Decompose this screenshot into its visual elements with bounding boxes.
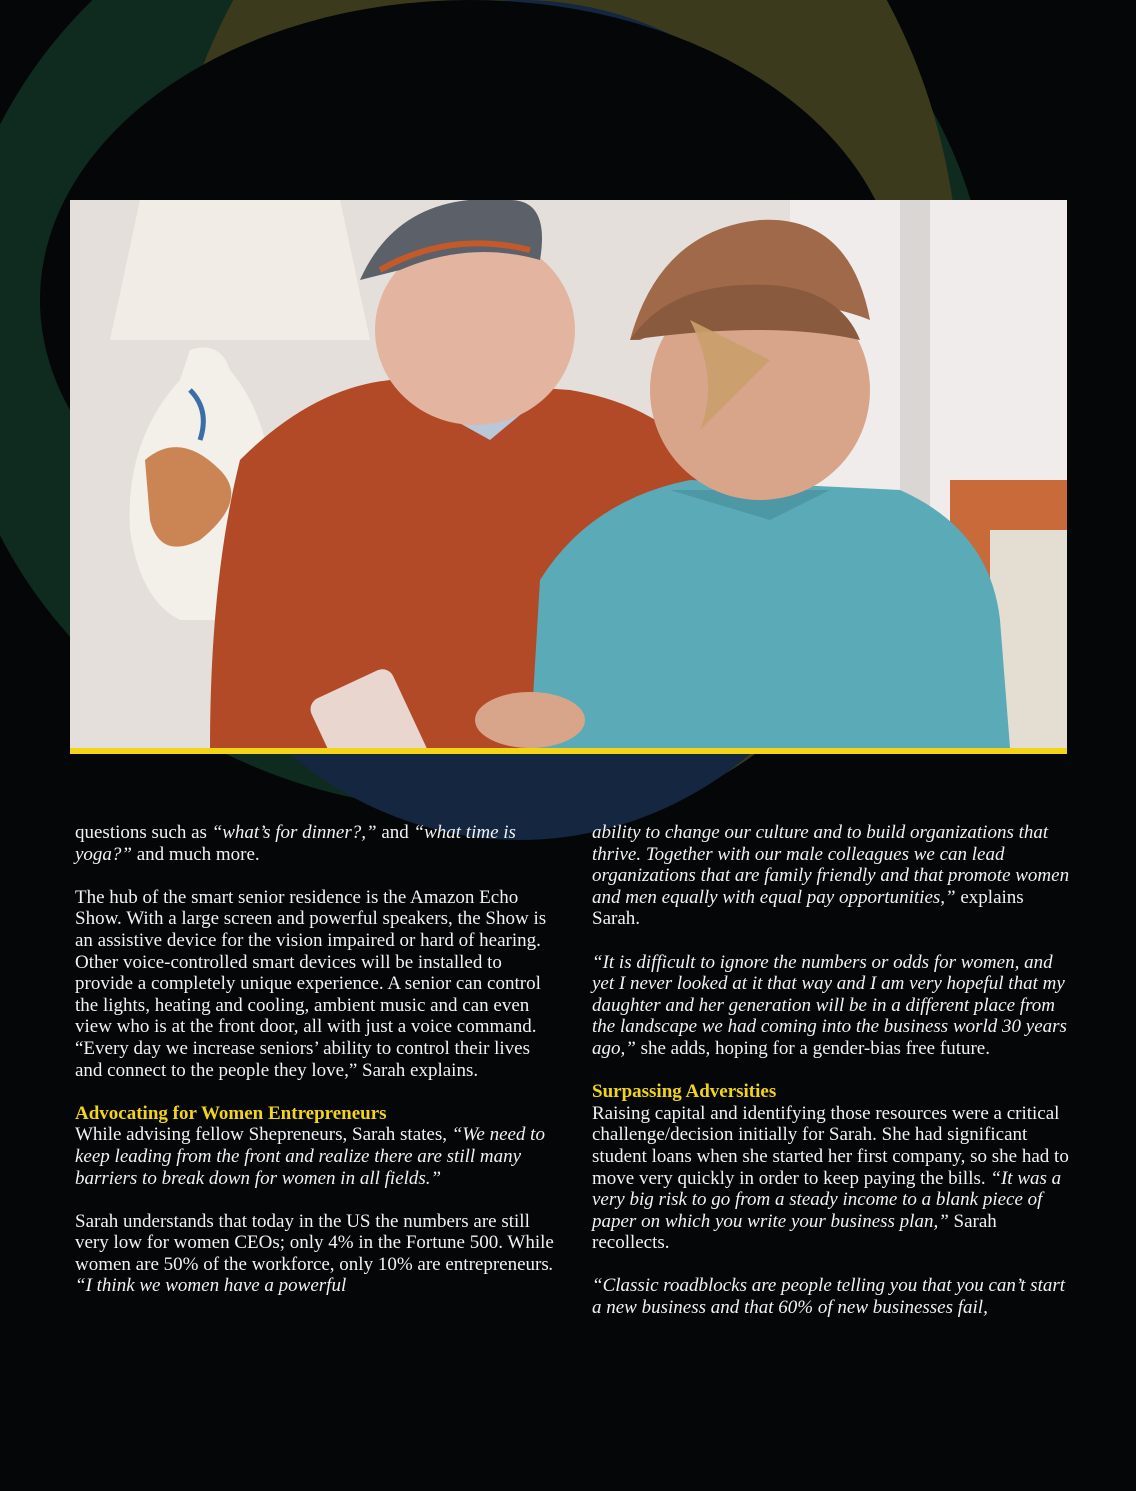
paragraph: While advising fellow Shepreneurs, Sarah states, “We need to keep leading from the front and realize there are still many barriers to break down for women in all fields.” xyxy=(75,1124,545,1189)
paragraph: “Classic roadblocks are people telling you that you can’t start a new business and that 60% of new businesses fail, xyxy=(592,1275,1066,1319)
paragraph: The hub of the smart senior residence is the Amazon Echo Show. With a large screen and powerful speakers, the Show is an assistive device for the vision impaired or hard of hearing. Other voice-controlled smart devices will be installed to provide a completely unique experience. A senior can control the lights, heating and cooling, ambient music and can even view who is at the front door, all with just a voice command. “Every day we increase seniors’ ability to control their lives and connect to the people they love,” Sarah explains. xyxy=(75,886,547,1081)
right-column xyxy=(592,822,1072,1319)
hero-photo xyxy=(70,200,1067,748)
lampshade xyxy=(110,200,370,340)
paragraph: “It is difficult to ignore the numbers or odds for women, and yet I never looked at it that way and I am very hopeful that my daughter and her generation will be in a different place from the landscape we had coming into the business world 30 years ago,” she adds, hoping for a gender-bias free future. xyxy=(592,951,1067,1059)
paragraph: ability to change our culture and to build organizations that thrive. Together with our male colleagues we can lead organizations that are family friendly and that promote women and men equally with equal pay opportunities,” explains Sarah. xyxy=(592,822,1070,930)
paragraph: Sarah understands that today in the US the numbers are still very low for women CEOs; only 4% in the Fortune 500. While women are 50% of the workforce, only 10% are entrepreneurs. “I think we women have a powerful xyxy=(75,1210,554,1297)
blue-polo xyxy=(530,480,1010,748)
paragraph: questions such as “what’s for dinner?,” and “what time is yoga?” and much more. xyxy=(75,822,516,865)
left-column xyxy=(75,822,555,1297)
section-heading: Advocating for Women Entrepreneurs xyxy=(75,1102,387,1124)
photo-accent-rule xyxy=(70,748,1067,754)
section-heading: Surpassing Adversities xyxy=(592,1081,777,1103)
paragraph: Raising capital and identifying those resources were a critical challenge/decision initially for Sarah. She had significant student loans when she started her first company, so she had to move very quickly in order to keep paying the bills. “It was a very big risk to go from a steady income to a blank piece of paper on which you write your business plan,” Sarah recollects. xyxy=(592,1102,1069,1254)
